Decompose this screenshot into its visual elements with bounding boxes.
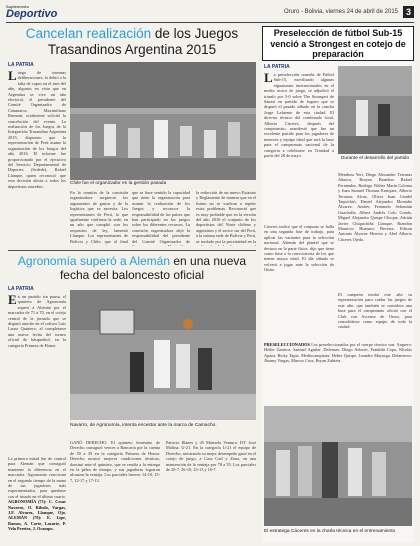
sidebar-col-right: Mendoza Yeri, Diego Alexander Terrazas Añazco, Brayan Brandon Rafael Fernández, Rodrigo Walter Marín Coloma y Juan Samuel Thomas Enríquez, Alberto Terrazas Alcaz, Oliver Juan Candel Taquichiri, Daniel Alejandro Montaño Álvarez, Andrés Fernando Sebastián Guachalla, Albert Andrés Colo Condo, Miguel Alejandro Quispe Choque, Adrián Javier Chiquichiña Llanque, Brandon Mauricio Huanaco Becerra, Edison Antonio Álvarez Herrera y Abel Alberto Cáceres Ojeda. bbox=[338, 172, 412, 242]
story2-dropcap: E bbox=[8, 294, 17, 307]
story1-col1-text: uego de intensas deliberaciones, la debió a la falta de cupos en el mes del año, algunos en vista que en Argentina se vive un año electoral, el presidente del Comité Organizador de Catamarca, Maximiliano Brunoni, ocialmente solicitó la cancelación del evento. La realización de los Juegos de la Integración Trasandina Argentina 2015, dispuesto que la representación de Perú asume la organización de los Juegos del año 2016. El informe fue proporcionado por el ejecutivo del Servicio Departamental de Deportes (Sedede), Rafael Llanque, quien reconoció que esta decisión afecta a todos los deportistas orureños. bbox=[8, 70, 66, 189]
sidebar-photo-caption: Durante el desarrollo del partido bbox=[340, 156, 410, 161]
brand-name: Deportivo bbox=[6, 8, 58, 20]
story2-col2 bbox=[8, 456, 66, 542]
story-divider bbox=[8, 250, 256, 251]
sidebar-col1 bbox=[264, 72, 334, 222]
story1-photo-caption: Chile fue el organizador en la gestión pasada bbox=[70, 181, 167, 186]
sidebar-col-right2: El campeón tendrá este año su representación para cuidar las juegos de este año, que también se considera una base para el campeonato oficial con el Club con Ascenso de Oruro, para consolidarse como equipo de toda la ciudad. bbox=[338, 292, 412, 330]
sidebar-photo bbox=[338, 66, 412, 154]
dateline: Oruro - Bolivia, viernes 24 de abril de 2015 bbox=[283, 9, 398, 15]
story1-col2: En la reunión de la comisión organizadora surgieron los argumentos de gastos y de la logística que se necesita. Los representantes de Perú, lo que igualmente confirma la sede, en un año que cumplió con los requisitos de ley, lamentó Llanque. Los representantes de Bolivia y Chile, que al final bbox=[70, 190, 128, 244]
page-number: 3 bbox=[403, 6, 414, 18]
story2-photo-image bbox=[70, 290, 256, 420]
story2-photo-caption: Navarro, de Agronomía, intenta encestar ante la marca de Camacho. bbox=[70, 423, 217, 428]
story2-col1 bbox=[8, 294, 66, 454]
story2-col3: GANÓ DERECHO. El quinteto femenino de Derecho consiguió vencer a Bancaria por la cuenta de 50 a 39 en la categoría Primera de Honor. Derecho mostró mejores condiciones técnicas, dominó ante el quinteto, que se rendía a la entrega en la pelea de tiempo, y sus jugadoras lograron alcanzar la ventaja. Los parciales fueron: 14-10, 15-7, 12-17 y 17-13. bbox=[70, 440, 160, 483]
story2-col1-text: n un partido sin pausa, el quinteto de Agronomía superó a Alemán por el marcador de 71 a 70, en el cotejo central de la jornada que se disputó anoche en el coliseo Luis Laura Quintero, al completarse una nueva fecha del torneo oficial de básquetbol, en la categoría Primera de Honor. bbox=[8, 294, 66, 348]
sidebar-headline: Preselección de fútbol Sub-15 venció a Strongest en cotejo de preparación bbox=[262, 26, 414, 61]
sidebar-kicker: LA PATRIA bbox=[264, 64, 290, 70]
story1-col3: que se hace sentido la capacidad que tiene la organización para asumir la realización de los Juegos y reconoce la responsabilidad de los países que han participado en los juegos sobre los diferentes recursos. La comisión organizadora dejó la responsabilidad del presidente del Comité Organizador de bbox=[132, 190, 190, 244]
sidebar-preselection-text: Los preseleccionados por el cuerpo técnico son: Arquero: Heiler Garnica, Samuel Aguilar. Defensas: Diego Aduviri, Franklin Copa, Nicolás Apaza, Ricky Tapia. Mediocampistas: Heber Quispe, Leandro Mayorga. Delanteros: Jhonny Vargas, Marcos Cruz, Bryan Zubieta. bbox=[264, 342, 412, 364]
sidebar-photo-image bbox=[338, 66, 412, 154]
story1-photo-image bbox=[70, 62, 256, 180]
story1-kicker: LA PATRIA bbox=[8, 62, 34, 68]
story1-headline-highlight: Cancelan realización bbox=[25, 26, 152, 41]
story2-col4: Patricio Illanes y 45 Marisela Ventura. DT. José Molina. U-21. En la categoría U-21 el equipo de Derecho, mostrando su mejor desempeño ganó en el cotejo de juego, a Casa Carl y Zona, en una mantención de la ventaja por 78 a 55. Los parciales de 20-7, 26-10, 23-13 y 16-7. bbox=[166, 440, 256, 473]
masthead bbox=[6, 4, 414, 23]
sidebar-story bbox=[262, 26, 414, 542]
sidebar-bottom-caption: El estratega Cáceres en la charla técnica en el entrenamiento bbox=[264, 529, 396, 534]
sidebar-dropcap: L bbox=[264, 72, 273, 85]
story1-headline bbox=[8, 26, 256, 58]
sidebar-col2: Cáceres indicó que el conjunto se halla en una segunda fase de trabajo, para aplicar las variantes para la selección nacional. Además del plantel que se destaca en la parte física, dijo que tiene como base a la convocatoria de los que tienen mayor edad. El día sábado se volverá a jugar ante la selección de Oruro. bbox=[264, 224, 334, 273]
story1-col4: la redacción de un nuevo Estatuto y Reglamento de manera que en el futuro no se vuelvan a repetir estos problemas. Reconoció que es muy probable que en la versión del año 2016 el conjunto de los deportistas del Norte chileno y argentinos y el sector sur del Perú, a la misma sede de Bolivia y Perú, se traslade por la proximidad en la bbox=[196, 190, 256, 244]
story2-score-lines: AGRONOMÍA (71): C. Cesar Navarro, O. Ribolo, Vargas, J.F. Alvarez, Llanque, Ojo. ALEMÁN (70): E. Lipe, Ramos, A. Corte, Lazarte, P. Vela Pereira, J. Ocampo. bbox=[8, 499, 66, 532]
brand-supplement: Suplemento bbox=[6, 4, 29, 9]
sidebar-subhead: PRESELECCIONADOS bbox=[264, 342, 310, 347]
story1-dropcap: L bbox=[8, 70, 17, 83]
story2-col2-text: La primera mitad fue de control para Alemán que consiguió mantener la diferencia en el marcador. Agronomía reaccionó en el segundo tiempo de la mano de sus jugadores más experimentados, para quedarse con el triunfo en el último cuarto. bbox=[8, 456, 66, 499]
brand-logo bbox=[6, 4, 57, 19]
story2-kicker: LA PATRIA bbox=[8, 286, 34, 292]
story2-headline-highlight: Agronomía superó a Alemán bbox=[17, 254, 170, 268]
story1-headline-rest: de los Juegos Trasandinos Argentina 2015 bbox=[47, 26, 239, 57]
story2-photo bbox=[70, 290, 256, 420]
sidebar-col1-text: a preselección orureña de Fútbol Sub-15, movilizado algunas alguaruntes internacionales en el medio sector de juego, se adjudicó el triunfo por 5-0 sobre The Strongest de Sanasí en partido de fogueo que se disputó el pasado sábado en la cancha Jorge Lafuente de esta ciudad. El director técnico del combinado local, Alberto Cáceres, después del compromiso, manifestó que fue un excelente partido para los jugadores de menores y equipo ideal que será la base para el campeonato nacional de la categoría a celebrarse en Trinidad a partir del 28 de mayo. bbox=[264, 72, 334, 159]
sidebar-preselection-block bbox=[264, 342, 412, 402]
story1-col1 bbox=[8, 70, 66, 246]
story2-headline-rest: en una nueva fecha del baloncesto oficial bbox=[59, 254, 247, 282]
story1-photo bbox=[70, 62, 256, 180]
sidebar-bottom-photo-image bbox=[264, 406, 412, 526]
sidebar-bottom-photo bbox=[264, 406, 412, 526]
story2-headline bbox=[8, 254, 256, 282]
